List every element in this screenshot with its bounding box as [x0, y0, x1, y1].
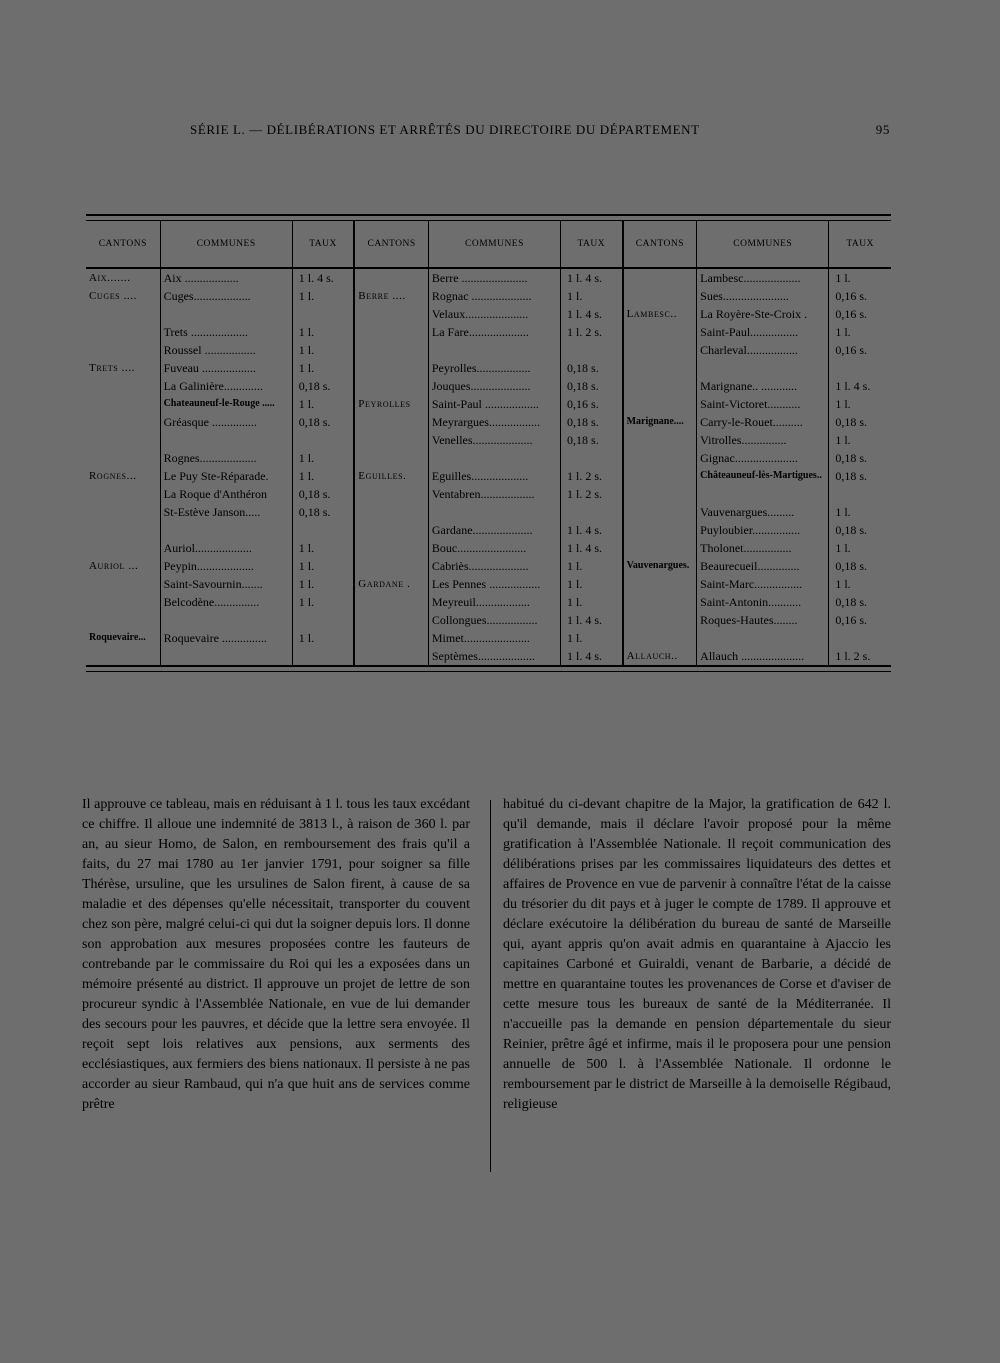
commune-cell	[160, 521, 292, 539]
header-communes-3: COMMUNES	[697, 221, 829, 268]
taux-cell	[292, 611, 354, 629]
taux-cell	[292, 305, 354, 323]
commune-cell: Puyloubier................	[697, 521, 829, 539]
taux-cell: 1 l.	[292, 341, 354, 359]
canton-cell	[354, 323, 428, 341]
taux-cell	[829, 359, 891, 377]
commune-cell: Châteauneuf-lès-Martigues..	[697, 467, 829, 485]
taux-cell: 0,18 s.	[835, 559, 867, 573]
taux-cell: 1 l.	[561, 287, 623, 305]
canton-cell: Berre ....	[354, 287, 428, 305]
canton-cell	[86, 647, 160, 665]
table-body	[86, 268, 891, 665]
canton-cell	[86, 431, 160, 449]
taux-cell: 0,16 s.	[835, 343, 867, 357]
commune-cell: Saint-Marc................	[697, 575, 829, 593]
table-row	[86, 449, 891, 467]
canton-cell	[86, 521, 160, 539]
commune-cell: Charleval.................	[697, 341, 829, 359]
commune-cell: Cuges...................	[160, 287, 292, 305]
canton-cell: Lambesc..	[623, 305, 697, 323]
commune-cell: La Royère-Ste-Croix .	[697, 305, 829, 323]
taux-cell: 0,18 s.	[292, 503, 354, 521]
canton-cell	[354, 593, 428, 611]
canton-cell: Marignane....	[623, 413, 697, 431]
canton-cell: Aix.......	[86, 268, 160, 287]
commune-cell: Roquevaire ...............	[160, 629, 292, 647]
taux-cell: 1 l. 4 s.	[835, 379, 871, 393]
table-bottom-rule	[86, 665, 891, 672]
commune-cell	[428, 449, 560, 467]
commune-cell: La Galinière.............	[160, 377, 292, 395]
canton-cell	[623, 449, 697, 467]
taux-cell: 1 l.	[835, 505, 851, 519]
taux-cell: 1 l.	[835, 577, 851, 591]
commune-cell: Fuveau ..................	[160, 359, 292, 377]
taux-cell: 0,18 s.	[835, 451, 867, 465]
taux-cell: 1 l. 4 s.	[561, 305, 623, 323]
canton-cell	[623, 268, 697, 287]
canton-cell	[354, 521, 428, 539]
commune-cell: Allauch .....................	[697, 647, 829, 665]
taux-cell: 0,18 s.	[835, 523, 867, 537]
taux-cell: 1 l.	[292, 287, 354, 305]
canton-cell: Roquevaire...	[86, 629, 160, 647]
canton-cell	[354, 413, 428, 431]
table-row	[86, 539, 891, 557]
commune-cell: Carry-le-Rouet..........	[697, 413, 829, 431]
table-row	[86, 341, 891, 359]
commune-cell: Mimet......................	[428, 629, 560, 647]
canton-cell	[623, 521, 697, 539]
table-row	[86, 287, 891, 305]
taux-cell: 0,16 s.	[561, 395, 623, 413]
canton-cell	[354, 539, 428, 557]
taux-cell: 0,18 s.	[561, 359, 623, 377]
canton-cell	[623, 485, 697, 503]
canton-cell	[354, 341, 428, 359]
canton-cell	[86, 593, 160, 611]
commune-cell: Saint-Savournin.......	[160, 575, 292, 593]
table-row	[86, 557, 891, 575]
running-header	[190, 122, 890, 138]
taux-cell: 0,18 s.	[835, 469, 867, 483]
page-number: 95	[875, 122, 890, 137]
table-row	[86, 431, 891, 449]
commune-cell: Collongues.................	[428, 611, 560, 629]
commune-cell: Belcodène...............	[160, 593, 292, 611]
canton-cell	[86, 377, 160, 395]
taux-cell: 1 l.	[292, 467, 354, 485]
commune-cell: Rognes...................	[160, 449, 292, 467]
taux-cell: 1 l.	[835, 433, 851, 447]
header-cantons-1: CANTONS	[86, 221, 160, 268]
canton-cell	[354, 268, 428, 287]
header-communes-1: COMMUNES	[160, 221, 292, 268]
text-column-left: Il approuve ce tableau, mais en réduisant à 1 l. tous les taux excédant ce chiffre. Il alloue une indemnité de 3813 l., à raison de 360 l. par an, au sieur Homo, de Salon, en remboursement des frais qu'il a faits, du 27 mai 1780 au 1er janvier 1791, pour soigner sa fille Thérèse, ursuline, que les ursulines de Salon firent, à cause de sa maladie et des dépenses qu'elle nécessitait, transporter du couvent chez son père, malgré celui-ci qui dut la soigner depuis lors. Il donne son approbation aux mesures proposées contre les fauteurs de contrebande par le commissaire du Roi qui les a exposées dans un mémoire présenté au district. Il approuve un projet de lettre de son procureur syndic à l'Assemblée Nationale, en vue de lui demander des secours pour les pauvres, et décide que la lettre sera envoyée. Il reçoit sept lois relatives aux pensions, aux serments des ecclésiastiques, aux fermiers des biens nationaux. Il persiste à ne pas accorder au sieur Rambaud, qui n'a que huit ans de services comme prêtre	[82, 797, 470, 1112]
table-row	[86, 647, 891, 665]
taux-cell	[292, 431, 354, 449]
taux-cell: 1 l.	[292, 557, 354, 575]
canton-cell: Trets ....	[86, 359, 160, 377]
canton-cell	[354, 629, 428, 647]
commune-cell	[160, 611, 292, 629]
commune-cell: La Roque d'Anthéron	[160, 485, 292, 503]
commune-cell: Chateauneuf-le-Rouge .....	[160, 395, 292, 413]
canton-cell: Allauch..	[623, 647, 697, 665]
table-top-rule	[86, 214, 891, 221]
taux-cell	[829, 629, 891, 647]
taux-cell: 1 l.	[292, 539, 354, 557]
taux-cell: 0,16 s.	[835, 289, 867, 303]
canton-cell	[86, 575, 160, 593]
canton-cell	[623, 341, 697, 359]
canton-cell: Rognes...	[86, 467, 160, 485]
commune-cell: Ventabren..................	[428, 485, 560, 503]
commune-cell: Bouc.......................	[428, 539, 560, 557]
commune-cell	[160, 431, 292, 449]
commune-cell	[160, 647, 292, 665]
canton-cell	[86, 413, 160, 431]
canton-cell	[354, 305, 428, 323]
canton-cell	[623, 395, 697, 413]
taux-cell: 1 l.	[835, 541, 851, 555]
taux-cell: 1 l. 4 s.	[561, 611, 623, 629]
taux-cell: 0,18 s.	[561, 413, 623, 431]
table-row	[86, 521, 891, 539]
canton-cell	[623, 287, 697, 305]
taux-cell: 1 l. 4 s.	[561, 647, 623, 665]
taux-cell: 1 l.	[835, 397, 851, 411]
taux-cell: 1 l. 4 s.	[561, 539, 623, 557]
canton-cell	[86, 485, 160, 503]
canton-cell	[623, 539, 697, 557]
taux-cell: 1 l.	[292, 593, 354, 611]
commune-cell	[428, 341, 560, 359]
commune-cell: Meyreuil..................	[428, 593, 560, 611]
commune-cell: Roques-Hautes........	[697, 611, 829, 629]
canton-cell	[623, 323, 697, 341]
table-row	[86, 593, 891, 611]
taux-cell	[561, 449, 623, 467]
commune-cell: Gréasque ...............	[160, 413, 292, 431]
commune-cell: Jouques....................	[428, 377, 560, 395]
table-header-row	[86, 221, 891, 268]
taux-cell: 1 l.	[292, 359, 354, 377]
taux-cell: 1 l.	[292, 449, 354, 467]
commune-cell: Saint-Paul................	[697, 323, 829, 341]
commune-cell	[428, 503, 560, 521]
commune-cell	[697, 485, 829, 503]
taux-cell: 0,18 s.	[561, 431, 623, 449]
canton-cell	[623, 611, 697, 629]
commune-cell: Meyrargues.................	[428, 413, 560, 431]
taux-cell	[292, 521, 354, 539]
commune-cell: Saint-Paul ..................	[428, 395, 560, 413]
canton-cell	[623, 575, 697, 593]
taux-cell	[561, 341, 623, 359]
canton-cell	[354, 449, 428, 467]
commune-cell: Lambesc...................	[697, 268, 829, 287]
table-row	[86, 503, 891, 521]
canton-cell: Cuges ....	[86, 287, 160, 305]
table-row	[86, 629, 891, 647]
taux-cell	[561, 503, 623, 521]
taux-cell: 1 l.	[561, 575, 623, 593]
commune-cell: Auriol...................	[160, 539, 292, 557]
canton-cell	[354, 377, 428, 395]
header-cantons-2: CANTONS	[354, 221, 428, 268]
canton-cell: Peyrolles	[354, 395, 428, 413]
commune-cell: Rognac ....................	[428, 287, 560, 305]
taux-cell: 1 l.	[561, 629, 623, 647]
taux-cell: 1 l.	[292, 395, 354, 413]
tax-rate-table	[86, 214, 891, 672]
commune-cell: Cabriès....................	[428, 557, 560, 575]
taux-cell: 1 l. 4 s.	[561, 268, 623, 287]
header-communes-2: COMMUNES	[428, 221, 560, 268]
commune-cell: Gardane....................	[428, 521, 560, 539]
taux-cell: 1 l.	[835, 271, 851, 285]
taux-cell: 1 l. 2 s.	[835, 649, 871, 663]
commune-cell	[697, 359, 829, 377]
canton-cell	[86, 305, 160, 323]
commune-cell: Saint-Antonin...........	[697, 593, 829, 611]
commune-cell: St-Estève Janson.....	[160, 503, 292, 521]
table-row	[86, 377, 891, 395]
commune-cell: Saint-Victoret...........	[697, 395, 829, 413]
canton-cell	[623, 593, 697, 611]
running-title: SÉRIE L. — DÉLIBÉRATIONS ET ARRÊTÉS DU DIRECTOIRE DU DÉPARTEMENT	[190, 122, 700, 137]
taux-cell: 0,18 s.	[835, 595, 867, 609]
taux-cell: 1 l.	[292, 629, 354, 647]
canton-cell	[86, 503, 160, 521]
table-row	[86, 305, 891, 323]
table-row	[86, 413, 891, 431]
taux-cell: 1 l. 4 s.	[561, 521, 623, 539]
canton-cell	[86, 449, 160, 467]
canton-cell	[86, 323, 160, 341]
taux-cell: 1 l. 2 s.	[561, 323, 623, 341]
canton-cell	[354, 647, 428, 665]
canton-cell	[86, 395, 160, 413]
canton-cell	[623, 629, 697, 647]
commune-cell: Sues......................	[697, 287, 829, 305]
commune-cell	[160, 305, 292, 323]
taux-cell: 1 l.	[561, 593, 623, 611]
commune-cell: Vauvenargues.........	[697, 503, 829, 521]
canton-cell	[623, 377, 697, 395]
commune-cell: Roussel .................	[160, 341, 292, 359]
canton-cell	[354, 485, 428, 503]
commune-cell: Les Pennes .................	[428, 575, 560, 593]
commune-cell	[697, 629, 829, 647]
header-taux-2: TAUX	[561, 221, 623, 268]
taux-cell: 1 l. 2 s.	[561, 467, 623, 485]
taux-cell: 0,16 s.	[835, 613, 867, 627]
commune-cell: Velaux.....................	[428, 305, 560, 323]
table-row	[86, 268, 891, 287]
taux-cell	[292, 647, 354, 665]
canton-cell	[86, 341, 160, 359]
commune-cell: Vitrolles...............	[697, 431, 829, 449]
canton-cell	[354, 557, 428, 575]
commune-cell: Marignane.. ............	[697, 377, 829, 395]
taux-cell: 0,18 s.	[561, 377, 623, 395]
taux-cell: 1 l.	[292, 323, 354, 341]
canton-cell	[354, 359, 428, 377]
taux-cell: 0,18 s.	[292, 485, 354, 503]
commune-cell: Gignac.....................	[697, 449, 829, 467]
canton-cell	[623, 359, 697, 377]
canton-cell: Vauvenargues.	[623, 557, 697, 575]
table-row	[86, 323, 891, 341]
commune-cell: Venelles....................	[428, 431, 560, 449]
commune-cell: Beaurecueil..............	[697, 557, 829, 575]
canton-cell: Eguilles.	[354, 467, 428, 485]
commune-cell: La Fare....................	[428, 323, 560, 341]
canton-cell: Auriol ...	[86, 557, 160, 575]
header-taux-3: TAUX	[829, 221, 891, 268]
taux-cell: 1 l. 2 s.	[561, 485, 623, 503]
commune-cell: Peypin...................	[160, 557, 292, 575]
taux-cell: 0,16 s.	[835, 307, 867, 321]
taux-cell: 0,18 s.	[292, 413, 354, 431]
taux-cell: 1 l.	[561, 557, 623, 575]
commune-cell: Berre ......................	[428, 268, 560, 287]
taux-cell: 1 l.	[292, 575, 354, 593]
canton-cell: Gardane .	[354, 575, 428, 593]
canton-cell	[354, 611, 428, 629]
cantons-communes-table	[86, 221, 891, 665]
commune-cell: Trets ...................	[160, 323, 292, 341]
table-row	[86, 575, 891, 593]
canton-cell	[86, 539, 160, 557]
text-column-right: habitué du ci-devant chapitre de la Major, la gratification de 642 l. qu'il demande, mais il déclare l'avoir proposé pour la même gratification à l'Assemblée Nationale. Il reçoit communication des délibérations prises par les commissaires liquidateurs des dettes et affaires de Provence en vue de parvenir à connaître l'état de la caisse du trésorier du dit pays et à juger le compte de 1789. Il approuve et déclare exécutoire la délibération du bureau de santé de Marseille qui, ayant appris qu'on avait admis en quarantaine à Ajaccio les capitaines Carboné et Guiraldi, venant de Barbarie, a décidé de mettre en quarantaine toutes les provenances de Corse et d'aviser de cette mesure tous les bureaux de santé de la Méditerranée. Il n'accueille pas la demande en pension départementale du sieur Reinier, prêtre âgé et infirme, mais il le proposera pour une pension annuelle de 500 l. à l'Assemblée Nationale. Il ordonne le remboursement par le district de Marseille à la demoiselle Régibaud, religieuse	[503, 797, 891, 1112]
commune-cell: Aix ..................	[160, 268, 292, 287]
canton-cell	[86, 611, 160, 629]
commune-cell: Le Puy Ste-Réparade.	[160, 467, 292, 485]
header-cantons-3: CANTONS	[623, 221, 697, 268]
commune-cell: Septèmes...................	[428, 647, 560, 665]
taux-cell: 0,18 s.	[835, 415, 867, 429]
commune-cell: Peyrolles..................	[428, 359, 560, 377]
table-row	[86, 359, 891, 377]
taux-cell	[829, 485, 891, 503]
canton-cell	[623, 503, 697, 521]
table-row	[86, 611, 891, 629]
header-taux-1: TAUX	[292, 221, 354, 268]
canton-cell	[623, 431, 697, 449]
commune-cell: Tholonet................	[697, 539, 829, 557]
table-row	[86, 467, 891, 485]
taux-cell: 1 l. 4 s.	[292, 268, 354, 287]
canton-cell	[623, 467, 697, 485]
table-row	[86, 485, 891, 503]
column-divider	[490, 800, 491, 1172]
canton-cell	[354, 503, 428, 521]
canton-cell	[354, 431, 428, 449]
taux-cell: 0,18 s.	[292, 377, 354, 395]
commune-cell: Eguilles...................	[428, 467, 560, 485]
taux-cell: 1 l.	[835, 325, 851, 339]
table-row	[86, 395, 891, 413]
